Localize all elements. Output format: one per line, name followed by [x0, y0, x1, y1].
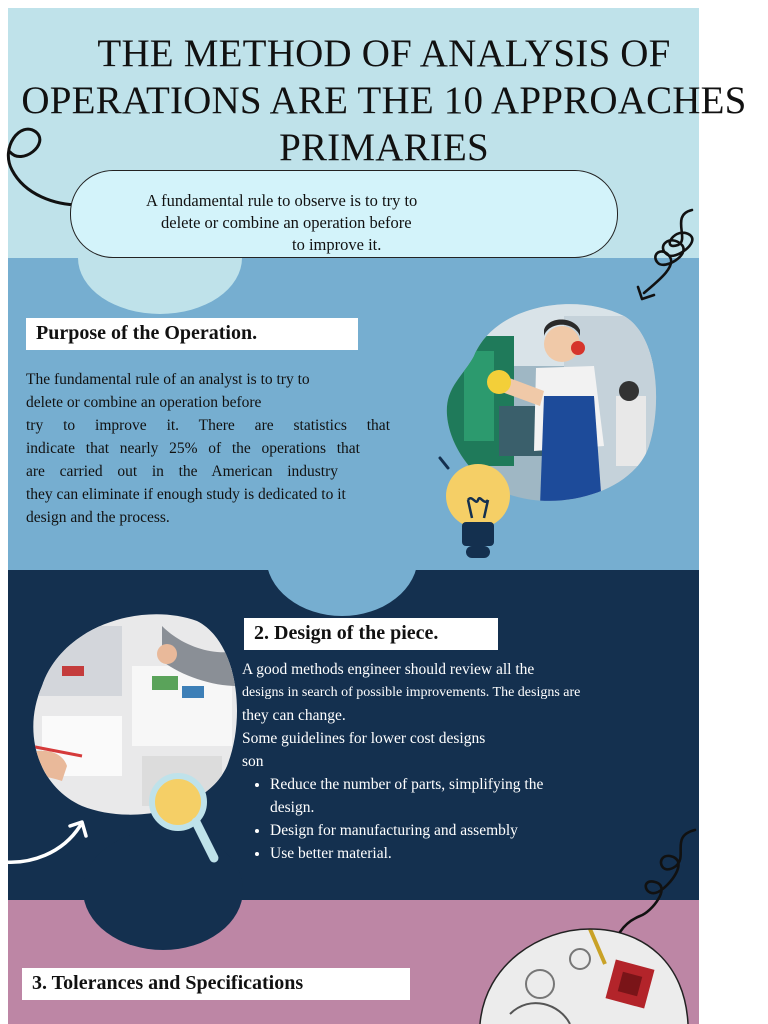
curved-arrow-icon: [0, 814, 96, 870]
design-line-2: designs in search of possible improvements. The designs are: [242, 685, 581, 700]
design-line-3: they can change.: [242, 707, 346, 724]
section-design-body: [242, 658, 642, 865]
magnifier-icon: [146, 770, 224, 868]
design-line-4: Some guidelines for lower cost designs: [242, 730, 486, 747]
guideline-item: • Reduce the number of parts, simplifying the design.: [270, 773, 580, 819]
intro-line-2: delete or combine an operation before: [161, 213, 412, 232]
title-line-3: PRIMARIES: [279, 126, 489, 169]
purpose-line-4: indicate that nearly 25% of the operations that: [26, 440, 360, 457]
purpose-line-1: The fundamental rule of an analyst is to try to: [26, 371, 310, 388]
page-title: [0, 30, 768, 171]
title-line-2: OPERATIONS ARE THE 10 APPROACHES: [21, 79, 747, 122]
sketch-photo: [470, 924, 690, 1024]
design-line-5: son: [242, 753, 264, 770]
purpose-line-2: delete or combine an operation before: [26, 394, 262, 411]
guideline-item: • Design for manufacturing and assembly: [270, 819, 580, 842]
section-tolerances-heading: 3. Tolerances and Specifications: [22, 968, 410, 1000]
design-guidelines-list: [242, 773, 580, 865]
purpose-line-5: are carried out in the American industry: [26, 463, 338, 480]
design-line-1: A good methods engineer should review all the: [242, 661, 535, 678]
intro-line-3: to improve it.: [292, 235, 382, 254]
section-purpose-body: [26, 368, 390, 529]
intro-text: [146, 190, 417, 256]
lightbulb-icon: [438, 456, 518, 564]
section-design-heading: 2. Design of the piece.: [244, 618, 498, 650]
guideline-item: • Use better material.: [270, 842, 580, 865]
purpose-line-6: they can eliminate if enough study is dedicated to it: [26, 486, 346, 503]
spiral-arrow-icon: [630, 205, 700, 305]
purpose-line-7: design and the process.: [26, 509, 170, 526]
title-line-1: THE METHOD OF ANALYSIS OF: [97, 32, 671, 75]
purpose-line-3: try to improve it. There are statistics that: [26, 417, 390, 434]
section-purpose-heading: Purpose of the Operation.: [26, 318, 358, 350]
intro-line-1: A fundamental rule to observe is to try to: [146, 191, 418, 210]
